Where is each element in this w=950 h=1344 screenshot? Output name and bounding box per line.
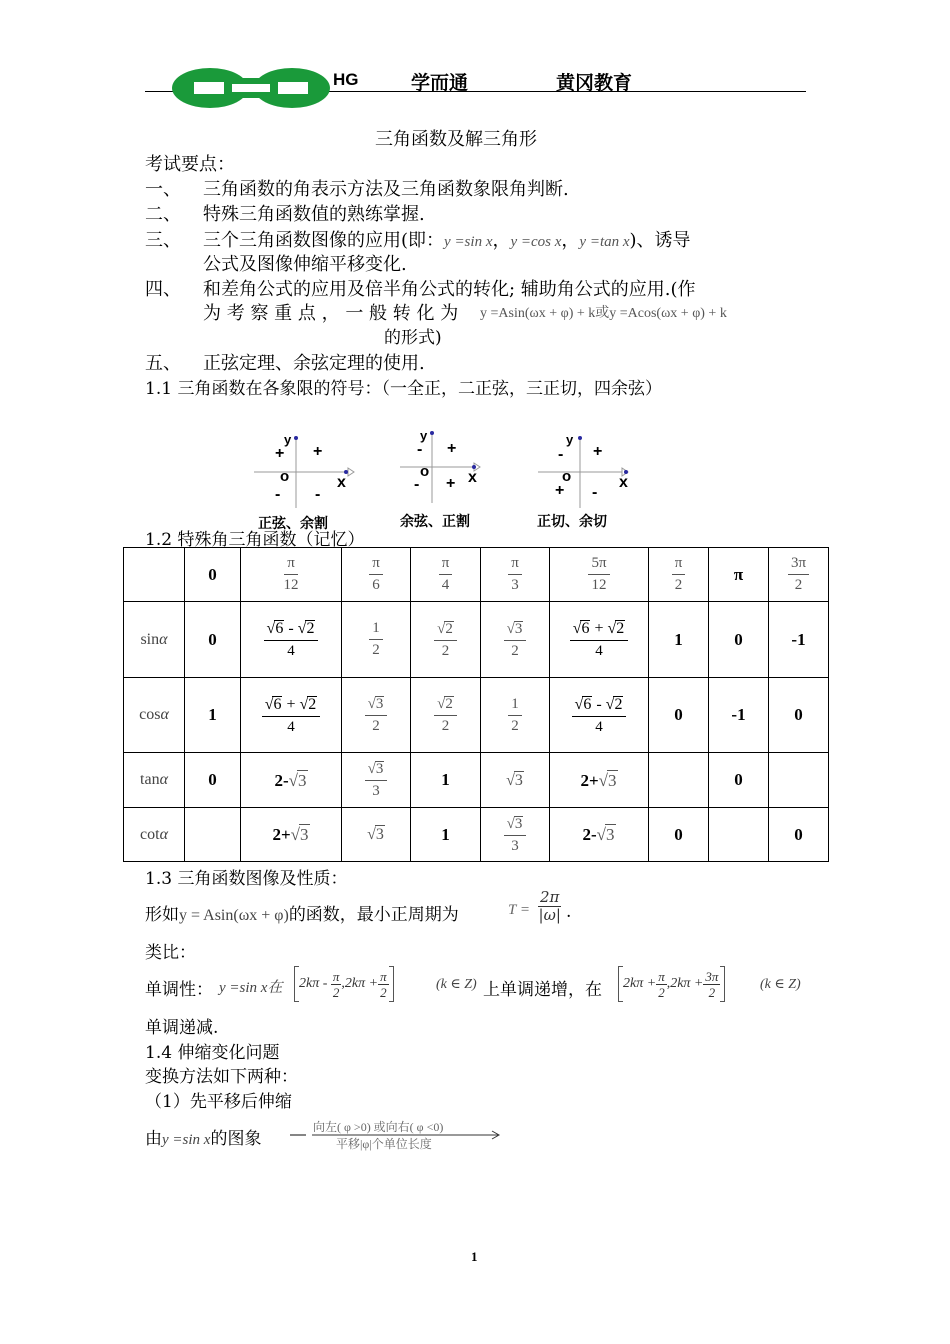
sign-q1: + (447, 440, 457, 457)
axis-x-label: x (337, 474, 346, 491)
table-cell: -1 (769, 602, 829, 678)
row-label-cot: cotα (124, 808, 185, 862)
table-cell (649, 753, 709, 808)
brand-name-1: 学而通 (411, 73, 469, 94)
table-cell: 0 (185, 753, 241, 808)
table-row (124, 808, 829, 862)
monotonicity-label: 单调性： (145, 980, 213, 1000)
table-cell: 1 (649, 602, 709, 678)
k-in-z-2: (k ∈ Z) (760, 977, 801, 992)
formula-cos: y =cos x (510, 234, 562, 250)
point-2-text: 特殊三角函数值的熟练掌握. (203, 204, 425, 225)
sign-q1: + (313, 443, 323, 460)
special-angles-table (123, 547, 829, 862)
transform-line: 由y =sin x的图象 (145, 1129, 262, 1149)
table-cell: $\frac{√3}{3}$ (342, 753, 411, 808)
table-cell: 2-√3 (550, 808, 649, 862)
arrow-top-text: 向左( φ >0) 或向右( φ <0) (313, 1120, 444, 1134)
sign-q2: + (275, 445, 285, 462)
angle-5pi-12: $\frac{5\pi}{12}$ (550, 548, 649, 602)
row-label-tan: tanα (124, 753, 185, 808)
axis-y-label: y (566, 432, 574, 447)
table-cell: 0 (185, 602, 241, 678)
table-cell: 0 (709, 753, 769, 808)
table-cell (709, 808, 769, 862)
mono-decreasing: 单调递减. (145, 1018, 219, 1038)
table-header-row (124, 548, 829, 602)
table-cell: -1 (709, 678, 769, 753)
point-4-num: 四、 (145, 279, 181, 300)
sign-q3: - (275, 486, 281, 503)
formula-tan: y =tan x (579, 234, 630, 250)
table-cell: 2+√3 (241, 808, 342, 862)
sign-q4: + (446, 475, 456, 492)
table-cell: $\frac{√2}{2}$ (411, 602, 481, 678)
sign-q2: - (558, 446, 564, 463)
angle-pi-4: $\frac{\pi}{4}$ (411, 548, 481, 602)
sign-q3: + (555, 482, 565, 499)
section-1-4-sub: 变换方法如下两种： (145, 1067, 298, 1087)
arrow-bottom-text: 平移|φ|个单位长度 (336, 1137, 432, 1151)
logo-icon (170, 66, 332, 110)
angle-pi-2: $\frac{\pi}{2}$ (649, 548, 709, 602)
table-cell: 0 (769, 808, 829, 862)
decreasing-interval: 2kπ + $\frac{\pi}{2}$ ,2kπ + $\frac{3\pi}{2}$ (618, 966, 725, 1002)
period-dot: . (566, 902, 572, 922)
angle-3pi-2: $\frac{3\pi}{2}$ (769, 548, 829, 602)
axis-x-label: x (619, 474, 628, 491)
angle-pi: π (709, 548, 769, 602)
page-title: 三角函数及解三角形 (375, 129, 537, 150)
axes-icon (534, 430, 644, 510)
sign-q1: + (593, 443, 603, 460)
transform-function: y =sin x (162, 1132, 211, 1148)
row-label-sin: sinα (124, 602, 185, 678)
sign-q4: - (592, 484, 598, 501)
diagram-2-label: 余弦、正割 (400, 513, 470, 529)
table-cell: $\frac{1}{2}$ (481, 678, 550, 753)
axis-y-label: y (284, 432, 292, 447)
sign-q4: - (315, 486, 321, 503)
sign-q3: - (414, 476, 420, 493)
table-cell: 1 (411, 808, 481, 862)
point-4-formula: y =Asin(ωx + φ) + k或y =Acos(ωx + φ) + k (480, 306, 727, 321)
transform-arrow (288, 1120, 503, 1152)
logo-text: HG (333, 70, 359, 89)
table-cell: 1 (411, 753, 481, 808)
angle-0: 0 (185, 548, 241, 602)
table-cell (769, 753, 829, 808)
period-line: 形如y = Asin(ωx + φ)的函数，最小正周期为 (145, 905, 459, 925)
sign-q2: - (417, 441, 423, 458)
table-cell (185, 808, 241, 862)
table-cell: $\frac{√6 + √2}{4}$ (241, 678, 342, 753)
table-cell: √3 (481, 753, 550, 808)
table-cell: $\frac{√6 - √2}{4}$ (550, 678, 649, 753)
mono-text: 上单调递增，在 (483, 980, 602, 1000)
brand-name-2: 黄冈教育 (556, 73, 633, 94)
section-1-4-heading: 1.4 伸缩变化问题 (145, 1043, 280, 1063)
table-cell: 0 (709, 602, 769, 678)
mono-function: y =sin x在 (219, 980, 283, 996)
page-number: 1 (471, 1249, 478, 1264)
section-1-3-heading: 1.3 三角函数图像及性质： (145, 869, 348, 889)
case-1-label: （1）先平移后伸缩 (145, 1092, 292, 1112)
point-1-text: 三角函数的角表示方法及三角函数象限角判断. (203, 179, 569, 200)
table-row (124, 678, 829, 753)
origin-label: o (420, 463, 430, 480)
section-1-1-heading: 1.1 三角函数在各象限的符号：（一全正，二正弦，三正切，四余弦） (145, 379, 662, 399)
table-cell: $\frac{√3}{3}$ (481, 808, 550, 862)
origin-label: o (280, 468, 290, 485)
table-cell: $\frac{√3}{2}$ (342, 678, 411, 753)
table-cell: 2-√3 (241, 753, 342, 808)
origin-label: o (562, 468, 572, 485)
axis-y-label: y (420, 428, 428, 443)
table-cell: $\frac{√3}{2}$ (481, 602, 550, 678)
table-cell: √3 (342, 808, 411, 862)
formula-sin: y =sin x (444, 234, 493, 250)
table-cell: $\frac{√6 - √2}{4}$ (241, 602, 342, 678)
table-cell: $\frac{√2}{2}$ (411, 678, 481, 753)
point-5-num: 五、 (145, 353, 181, 374)
table-cell: $\frac{√6 + √2}{4}$ (550, 602, 649, 678)
row-label-cos: cosα (124, 678, 185, 753)
table-cell: 2+√3 (550, 753, 649, 808)
point-2-num: 二、 (145, 204, 181, 225)
point-4-text-b: 为 考 察 重 点 ， 一 般 转 化 为 (203, 303, 459, 324)
table-cell: 0 (649, 678, 709, 753)
table-cell: 0 (649, 808, 709, 862)
angle-pi-12: $\frac{\pi}{12}$ (241, 548, 342, 602)
point-1-num: 一、 (145, 179, 181, 200)
period-fraction: $\frac{2\pi}{|\omega|}$ (538, 888, 561, 924)
section-1-2-heading: 1.2 特殊角三角函数（记忆） (145, 530, 365, 550)
point-4-text-c: 的形式) (384, 328, 442, 348)
axes-icon (396, 425, 506, 505)
table-row (124, 753, 829, 808)
table-cell: 0 (769, 678, 829, 753)
angle-pi-3: $\frac{\pi}{3}$ (481, 548, 550, 602)
point-3-text-cont: 公式及图像伸缩平移变化. (203, 254, 407, 275)
k-in-z-1: (k ∈ Z) (436, 977, 477, 992)
point-3-num: 三、 (145, 230, 181, 251)
point-3-text: 三个三角函数图像的应用(即：y =sin x，y =cos x，y =tan x)、诱导 (203, 230, 691, 251)
axis-x-label: x (468, 469, 477, 486)
table-cell: $\frac{1}{2}$ (342, 602, 411, 678)
diagram-3-label: 正切、余切 (537, 513, 607, 529)
table-corner (124, 548, 185, 602)
point-4-text: 和差角公式的应用及倍半角公式的转化; 辅助角公式的应用.(作 (203, 279, 696, 300)
point-5-text: 正弦定理、余弦定理的使用. (203, 353, 425, 374)
increasing-interval: 2kπ - $\frac{\pi}{2}$ ,2kπ + $\frac{\pi}{2}$ (294, 966, 394, 1002)
axes-icon (250, 430, 360, 510)
table-cell: 1 (185, 678, 241, 753)
table-row (124, 602, 829, 678)
analogy-label: 类比： (145, 943, 196, 963)
form-formula: y = Asin(ωx + φ) (179, 907, 289, 924)
diagram-1-label: 正弦、余割 (258, 515, 328, 531)
period-T: T = (508, 902, 530, 918)
exam-points-heading: 考试要点： (145, 154, 235, 175)
angle-pi-6: $\frac{\pi}{6}$ (342, 548, 411, 602)
